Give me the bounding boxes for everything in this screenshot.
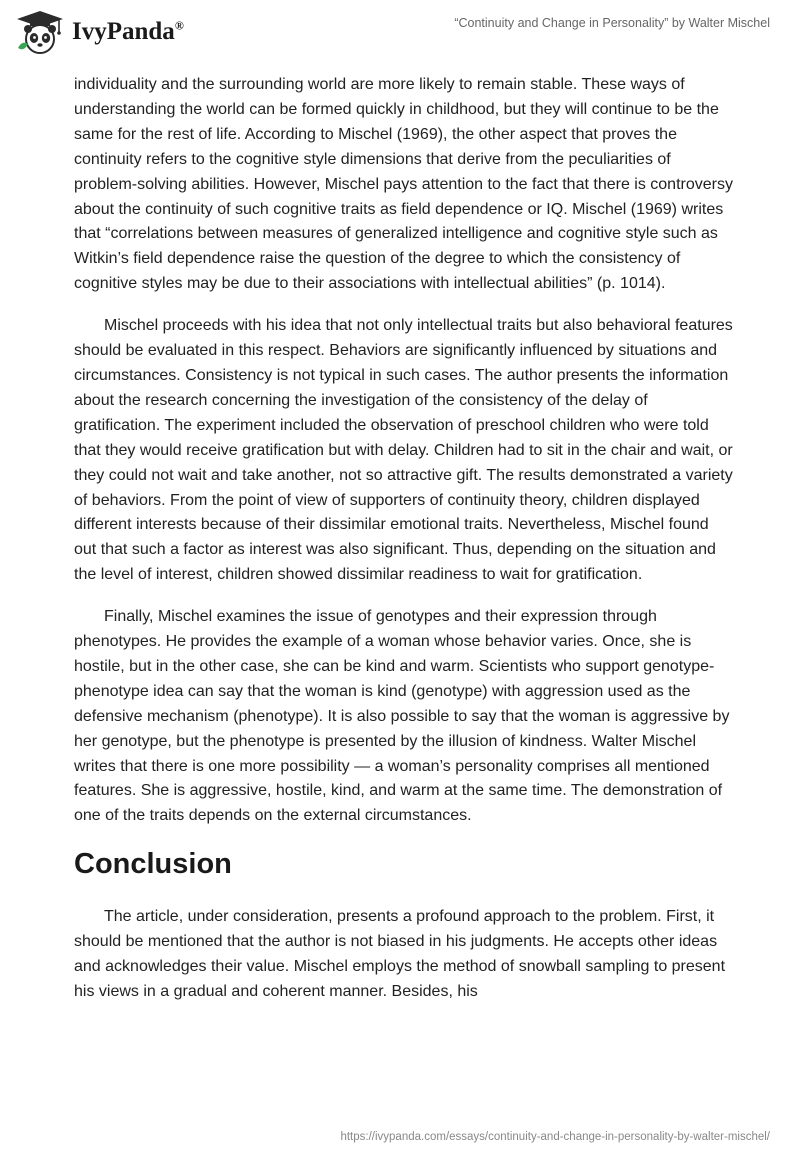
brand-name: IvyPanda® [72,18,184,45]
running-title: “Continuity and Change in Personality” by Walter Mischel [454,16,770,30]
source-url[interactable]: https://ivypanda.com/essays/continuity-and-change-in-personality-by-walter-mischel/ [340,1131,770,1143]
registered-mark: ® [174,18,184,33]
body-paragraph-2: Mischel proceeds with his idea that not only intellectual traits but also behavioral features should be evaluated in this respect. Behaviors are significantly influenced by situations and circumstances. Consistency is not typical in such cases. The author presents the information about the research concerning the investigation of the consistency of the delay of gratification. The experiment included the observation of preschool children who were told that they would receive gratification but with delay. Children had to sit in the chair and wait, or they could not wait and take another, not so attractive gift. The results demonstrated a variety of behaviors. From the point of view of supporters of continuity theory, children displayed different interests because of their dissimilar emotional traits. Nevertheless, Mischel found out that such a factor as interest was also significant. Thus, depending on the situation and the level of interest, children showed dissimilar readiness to wait for gratification. [74,317,733,584]
body-paragraph-1: individuality and the surrounding world are more likely to remain stable. These ways of understanding the world can be formed quickly in childhood, but they will continue to be the same for the rest of life. According to Mischel (1969), the other aspect that proves the continuity refers to the cognitive style dimensions that derive from the peculiarities of problem-solving abilities. However, Mischel pays attention to the fact that there is controversy about the continuity of such cognitive traits as field dependence or IQ. Mischel (1969) writes that “correlations between measures of generalized intelligence and cognitive style such as Witkin’s field dependence raise the question of the degree to which the consistency of cognitive styles may be due to their associations with intellectual abilities” (p. 1014). [74,76,733,293]
body-paragraph-3: Finally, Mischel examines the issue of genotypes and their expression through phenotypes. He provides the example of a woman whose behavior varies. Once, she is hostile, but in the other case, she can be kind and warm. Scientists who support genotype-phenotype idea can say that the woman is kind (genotype) with aggression used as the defensive mechanism (phenotype). It is also possible to say that the woman is aggressive by her genotype, but the phenotype is presented by the illusion of kindness. Walter Mischel writes that there is one more possibility — a woman’s personality comprises all mentioned features. She is aggressive, hostile, kind, and warm at the same time. The demonstration of one of the traits depends on the external circumstances. [74,608,730,825]
site-logo[interactable] [14,8,184,56]
panda-graduate-logo-icon [14,8,66,56]
conclusion-heading: Conclusion [74,848,232,881]
essay-body [74,73,734,1022]
conclusion-paragraph: The article, under consideration, presents a profound approach to the problem. First, it should be mentioned that the author is not biased in his judgments. He accepts other ideas and acknowledges their value. Mischel employs the method of snowball sampling to present his views in a gradual and coherent manner. Besides, his [74,908,726,1000]
